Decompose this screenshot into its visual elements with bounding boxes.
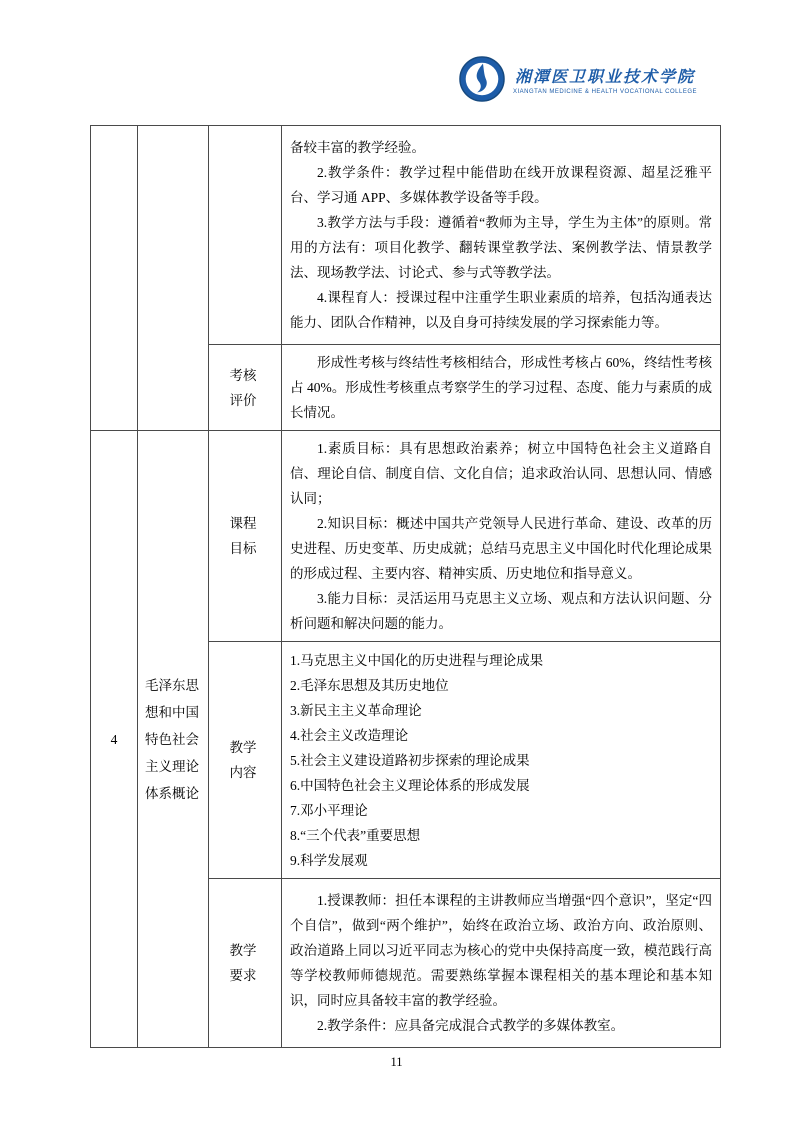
list-item: 3.新民主主义革命理论 <box>290 702 422 718</box>
assessment-label: 考核评价 <box>229 367 257 408</box>
course-name-cell-empty <box>138 126 209 431</box>
list-item: 1.马克思主义中国化的历史进程与理论成果 <box>290 652 544 668</box>
paragraph: 2.知识目标：概述中国共产党领导人民进行革命、建设、改革的历史进程、历史变革、历史成就；总结马克思主义中国化时代化理论成果的形成过程、主要内容、精神实质、历史地位和指导意义。 <box>290 516 712 581</box>
college-emblem-icon <box>459 56 505 102</box>
assessment-content-cell <box>282 345 721 431</box>
teaching-requirements-cell <box>282 879 721 1048</box>
objectives-content-cell <box>282 431 721 642</box>
table-row-requirements-continued <box>91 126 721 345</box>
college-name-chinese: 湘潭医卫职业技术学院 <box>515 68 696 86</box>
teaching-content-label: 教学内容 <box>229 740 257 780</box>
teaching-requirements-continued-cell <box>282 126 721 345</box>
course-name-cell <box>138 431 209 1048</box>
paragraph: 2.教学条件：应具备完成混合式教学的多媒体教室。 <box>317 1018 625 1033</box>
row-number-cell-empty <box>91 126 138 431</box>
list-item: 4.社会主义改造理论 <box>290 727 409 743</box>
list-item: 6.中国特色社会主义理论体系的形成发展 <box>290 777 530 793</box>
paragraph: 3.教学方法与手段：遵循着“教师为主导，学生为主体”的原则。常用的方法有：项目化教学、翻转课堂教学法、案例教学法、情景教学法、现场教学法、讨论式、参与式等教学法。 <box>290 215 712 280</box>
paragraph: 1.素质目标：具有思想政治素养；树立中国特色社会主义道路自信、理论自信、制度自信、文化自信；追求政治认同、思想认同、情感认同； <box>290 441 712 506</box>
course-name: 毛泽东思想和中国特色社会主义理论体系概论 <box>144 677 199 801</box>
teaching-requirements-label-cell <box>209 879 282 1048</box>
college-name-block <box>513 64 697 95</box>
paragraph: 3.能力目标：灵活运用马克思主义立场、观点和方法认识问题、分析问题和解决问题的能力。 <box>290 591 712 631</box>
teaching-requirements-label: 教学要求 <box>229 943 257 983</box>
list-item: 2.毛泽东思想及其历史地位 <box>290 677 449 693</box>
paragraph: 2.教学条件：教学过程中能借助在线开放课程资源、超星泛雅平台、学习通 APP、多媒体教学设备等手段。 <box>290 165 712 205</box>
course-syllabus-table <box>90 125 721 1048</box>
list-item: 8.“三个代表”重要思想 <box>290 827 421 843</box>
row-label-cell-empty <box>209 126 282 345</box>
objectives-label-cell <box>209 431 282 642</box>
teaching-content-cell <box>282 642 721 879</box>
table-row-course-objectives <box>91 431 721 642</box>
list-item: 5.社会主义建设道路初步探索的理论成果 <box>290 752 530 768</box>
college-name-english: XIANGTAN MEDICINE & HEALTH VOCATIONAL COLLEGE <box>513 88 697 95</box>
page-number: 11 <box>390 1055 403 1069</box>
paragraph: 备较丰富的教学经验。 <box>290 140 425 155</box>
row-number-cell: 4 <box>91 431 138 1048</box>
paragraph: 1.授课教师：担任本课程的主讲教师应当增强“四个意识”，坚定“四个自信”，做到“两个维护”，始终在政治立场、政治方向、政治原则、政治道路上同以习近平同志为核心的党中央保持高度一致，模范践行高等学校教师师德规范。需要熟练掌握本课程相关的基本理论和基本知识，同时应具备较丰富的教学经验。 <box>290 893 712 1008</box>
objectives-label: 课程目标 <box>229 516 257 556</box>
list-item: 7.邓小平理论 <box>290 802 368 818</box>
paragraph: 形成性考核与终结性考核相结合，形成性考核占 60%，终结性考核占 40%。形成性考核重点考察学生的学习过程、态度、能力与素质的成长情况。 <box>290 355 712 420</box>
list-item: 9.科学发展观 <box>290 852 368 868</box>
assessment-label-cell <box>209 345 282 431</box>
teaching-content-label-cell <box>209 642 282 879</box>
college-logo <box>459 56 697 102</box>
paragraph: 4.课程育人：授课过程中注重学生职业素质的培养，包括沟通表达能力、团队合作精神，以及自身可持续发展的学习探索能力等。 <box>290 290 712 330</box>
